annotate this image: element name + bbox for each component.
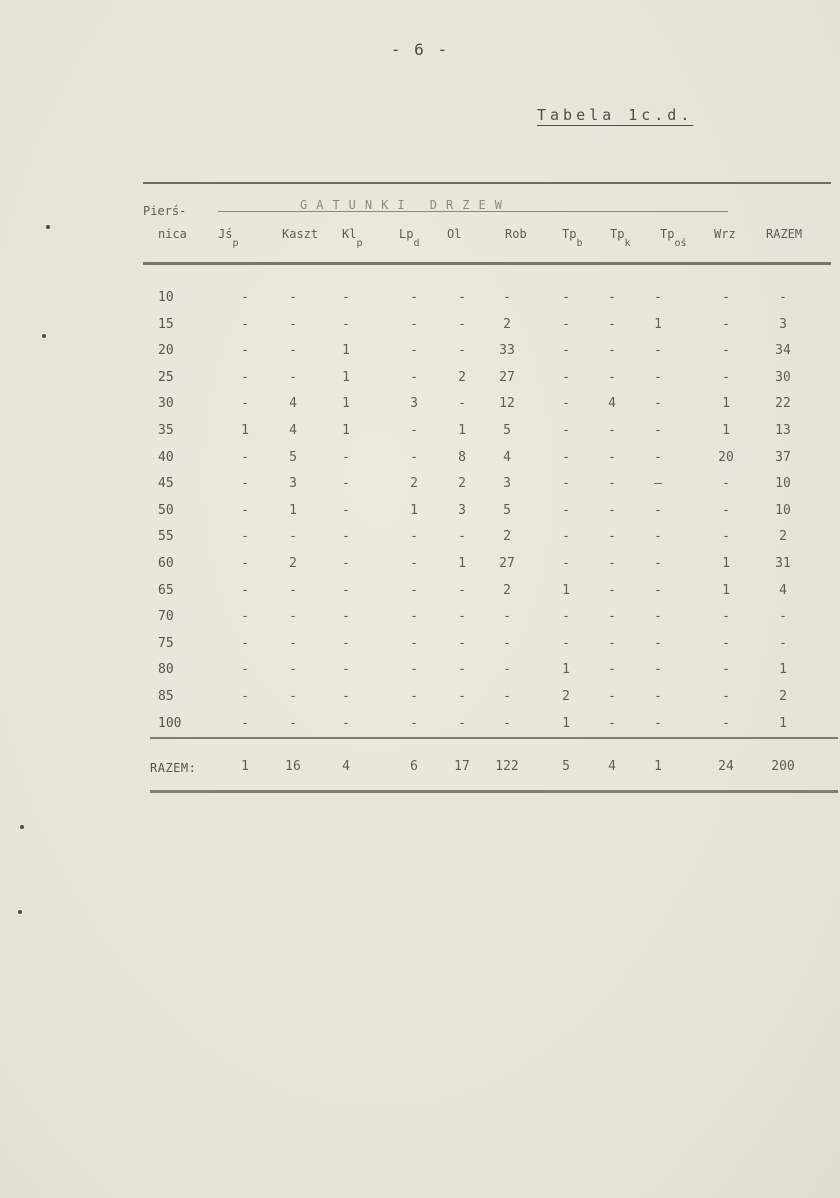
table-cell: 33	[499, 343, 515, 359]
table-cell: -	[562, 635, 570, 651]
column-header-label: Wrz	[714, 227, 736, 241]
column-header-label: Tp	[660, 227, 675, 241]
table-cell: -	[562, 529, 570, 545]
table-cell: -	[458, 635, 466, 651]
table-cell: 1	[779, 715, 787, 731]
total-cell: 122	[495, 759, 519, 774]
table-cell: -	[410, 343, 418, 359]
table-cell: -	[654, 582, 662, 598]
table-cell: 12	[499, 396, 515, 412]
row-label: 75	[158, 635, 174, 651]
row-label: 15	[158, 316, 174, 332]
column-header	[660, 227, 687, 249]
row-label: 35	[158, 423, 174, 438]
table-cell: 1	[722, 582, 730, 598]
table-cell: -	[654, 369, 662, 385]
table-cell: -	[289, 582, 297, 598]
table-cell: -	[562, 369, 570, 385]
table-cell: -	[241, 609, 249, 625]
table-cell: -	[410, 369, 418, 385]
table-cell: -	[289, 369, 297, 385]
row-label: 40	[158, 449, 174, 465]
table-cell: 30	[775, 369, 791, 385]
table-cell: -	[608, 609, 616, 625]
table-cell: 37	[775, 449, 791, 465]
table-cell: 2	[289, 556, 297, 571]
column-header-subscript: d	[413, 238, 420, 249]
table-cell: -	[779, 290, 787, 305]
table-cell: -	[241, 529, 249, 545]
column-header	[282, 227, 318, 241]
table-cell: 27	[499, 369, 515, 385]
row-label: 100	[158, 715, 182, 731]
table-cell: 20	[718, 449, 734, 465]
total-cell: 1	[241, 759, 249, 774]
column-header-label: Tp	[562, 227, 577, 241]
table-cell: 1	[654, 316, 662, 332]
row-label: 55	[158, 529, 174, 545]
totals-top-rule	[150, 737, 838, 739]
table-cell: 3	[779, 316, 787, 332]
table-cell: -	[608, 476, 616, 492]
table-cell: -	[342, 556, 350, 571]
table-cell: -	[289, 316, 297, 332]
table-cell: -	[410, 715, 418, 731]
row-label: 45	[158, 476, 174, 492]
margin-mark	[18, 910, 22, 914]
table-cell: -	[608, 529, 616, 545]
table-cell: -	[779, 609, 787, 625]
table-cell: -	[458, 715, 466, 731]
table-cell: -	[342, 502, 350, 518]
table-cell: -	[562, 609, 570, 625]
table-cell: -	[722, 476, 730, 492]
table-cell: -	[241, 689, 249, 704]
table-cell: 8	[458, 449, 466, 465]
table-cell: -	[289, 343, 297, 359]
row-label: 50	[158, 502, 174, 518]
table-cell: -	[289, 290, 297, 305]
table-cell: -	[654, 290, 662, 305]
table-cell: -	[562, 290, 570, 305]
table-cell: -	[654, 396, 662, 412]
table-cell: -	[608, 423, 616, 438]
total-cell: 4	[342, 759, 350, 774]
column-header-piersnica-line2: nica	[158, 227, 187, 241]
table-cell: 1	[458, 423, 466, 438]
table-cell: -	[289, 609, 297, 625]
table-cell: -	[608, 343, 616, 359]
table-cell: -	[241, 316, 249, 332]
table-cell: -	[289, 715, 297, 731]
table-cell: 4	[779, 582, 787, 598]
table-cell: -	[342, 582, 350, 598]
column-header-subscript: p	[232, 238, 239, 249]
table-cell: 1	[410, 502, 418, 518]
table-cell: -	[289, 689, 297, 704]
table-cell: 5	[503, 502, 511, 518]
table-cell: 22	[775, 396, 791, 412]
table-cell: 1	[342, 369, 350, 385]
table-cell: -	[654, 423, 662, 438]
table-cell: -	[722, 715, 730, 731]
table-cell: -	[608, 689, 616, 704]
table-top-rule	[143, 182, 831, 184]
table-cell: -	[503, 290, 511, 305]
table-cell: -	[410, 316, 418, 332]
table-cell: 1	[241, 423, 249, 438]
column-header	[562, 227, 583, 249]
table-cell: -	[562, 476, 570, 492]
table-cell: 1	[562, 715, 570, 731]
column-header	[342, 227, 363, 249]
total-cell: 4	[608, 759, 616, 774]
table-cell: -	[410, 449, 418, 465]
table-cell: -	[241, 396, 249, 412]
column-header	[447, 227, 461, 241]
table-cell: 10	[775, 502, 791, 518]
table-cell: -	[608, 582, 616, 598]
table-cell: -	[410, 556, 418, 571]
table-cell: -	[722, 502, 730, 518]
table-cell: -	[458, 396, 466, 412]
table-cell: -	[654, 689, 662, 704]
column-header-subscript: k	[624, 238, 631, 249]
row-label: 60	[158, 556, 174, 571]
total-cell: 1	[654, 759, 662, 774]
column-header-label: Kl	[342, 227, 357, 241]
table-cell: -	[410, 609, 418, 625]
table-cell: -	[458, 662, 466, 678]
column-header-label: Ol	[447, 227, 462, 241]
table-cell: 5	[289, 449, 297, 465]
table-cell: -	[241, 635, 249, 651]
row-label: 65	[158, 582, 174, 598]
table-cell: -	[562, 423, 570, 438]
table-cell: -	[289, 529, 297, 545]
table-cell: -	[241, 369, 249, 385]
table-cell: -	[458, 316, 466, 332]
table-cell: -	[654, 662, 662, 678]
table-cell: —	[654, 476, 662, 492]
table-cell: 10	[775, 476, 791, 492]
table-cell: 27	[499, 556, 515, 571]
table-cell: 1	[562, 582, 570, 598]
table-cell: -	[410, 662, 418, 678]
table-cell: 2	[503, 529, 511, 545]
table-cell: -	[608, 662, 616, 678]
table-cell: 2	[503, 582, 511, 598]
total-cell: 6	[410, 759, 418, 774]
table-cell: 2	[562, 689, 570, 704]
column-header-subscript: p	[356, 238, 363, 249]
table-cell: -	[410, 689, 418, 704]
table-cell: -	[722, 369, 730, 385]
table-cell: -	[458, 689, 466, 704]
table-cell: 3	[458, 502, 466, 518]
table-cell: -	[654, 502, 662, 518]
table-cell: -	[410, 529, 418, 545]
table-cell: -	[410, 423, 418, 438]
table-cell: -	[342, 635, 350, 651]
column-header-label: Tp	[610, 227, 625, 241]
table-cell: -	[241, 715, 249, 731]
table-title: Tabela 1c.d.	[537, 106, 694, 124]
row-label: 25	[158, 369, 174, 385]
table-cell: -	[654, 449, 662, 465]
table-cell: 1	[342, 343, 350, 359]
table-cell: -	[608, 449, 616, 465]
header-bottom-rule	[143, 262, 831, 265]
table-cell: -	[503, 689, 511, 704]
table-cell: 3	[503, 476, 511, 492]
table-cell: -	[562, 556, 570, 571]
table-cell: -	[410, 290, 418, 305]
column-header-subscript: oś	[674, 238, 687, 249]
table-cell: -	[654, 529, 662, 545]
table-cell: -	[342, 476, 350, 492]
table-cell: -	[289, 662, 297, 678]
table-cell: 3	[410, 396, 418, 412]
table-cell: -	[342, 662, 350, 678]
table-cell: -	[503, 662, 511, 678]
table-cell: -	[410, 582, 418, 598]
table-cell: -	[608, 369, 616, 385]
table-cell: 1	[722, 423, 730, 438]
table-cell: 2	[458, 369, 466, 385]
table-cell: -	[458, 290, 466, 305]
table-cell: 1	[722, 396, 730, 412]
column-header-label: Kaszt	[282, 227, 319, 241]
table-cell: -	[289, 635, 297, 651]
table-cell: -	[722, 316, 730, 332]
table-cell: -	[458, 343, 466, 359]
margin-mark	[20, 825, 24, 829]
table-cell: -	[342, 609, 350, 625]
table-cell: 2	[458, 476, 466, 492]
total-cell: 16	[285, 759, 301, 774]
table-cell: 2	[779, 689, 787, 704]
group-header-gatunki-drzew: GATUNKI DRZEW	[300, 198, 511, 212]
table-cell: -	[241, 343, 249, 359]
table-cell: -	[722, 343, 730, 359]
row-label: 85	[158, 689, 174, 704]
column-header	[610, 227, 631, 249]
table-cell: 1	[562, 662, 570, 678]
row-label: 70	[158, 609, 174, 625]
table-cell: -	[722, 635, 730, 651]
table-cell: -	[722, 529, 730, 545]
table-cell: -	[608, 556, 616, 571]
row-label: 10	[158, 290, 174, 305]
table-cell: -	[241, 449, 249, 465]
table-cell: -	[241, 582, 249, 598]
column-header	[505, 227, 527, 241]
table-cell: -	[458, 529, 466, 545]
table-cell: -	[503, 635, 511, 651]
column-header	[218, 227, 239, 249]
column-header-label: Jś	[218, 227, 233, 241]
column-header-subscript: b	[576, 238, 583, 249]
table-cell: -	[241, 290, 249, 305]
table-cell: -	[342, 316, 350, 332]
table-cell: -	[608, 715, 616, 731]
table-cell: -	[241, 556, 249, 571]
table-cell: -	[722, 662, 730, 678]
table-cell: -	[608, 290, 616, 305]
column-header	[714, 227, 736, 241]
table-cell: -	[562, 449, 570, 465]
table-cell: -	[779, 635, 787, 651]
table-cell: -	[654, 715, 662, 731]
table-cell: 2	[779, 529, 787, 545]
table-cell: 2	[503, 316, 511, 332]
table-cell: -	[410, 635, 418, 651]
column-header-piersnica-line1: Pierś-	[143, 204, 187, 218]
row-label: 30	[158, 396, 174, 412]
table-cell: 31	[775, 556, 791, 571]
table-cell: -	[342, 449, 350, 465]
table-cell: -	[654, 556, 662, 571]
table-cell: 13	[775, 423, 791, 438]
table-cell: 2	[410, 476, 418, 492]
table-cell: 1	[342, 423, 350, 438]
table-cell: -	[722, 689, 730, 704]
table-cell: -	[608, 635, 616, 651]
table-cell: -	[342, 715, 350, 731]
table-cell: -	[562, 396, 570, 412]
row-label: 80	[158, 662, 174, 678]
totals-label: RAZEM:	[150, 761, 197, 775]
table-cell: -	[722, 609, 730, 625]
table-cell: -	[562, 502, 570, 518]
total-cell: 17	[454, 759, 470, 774]
table-cell: 4	[289, 423, 297, 438]
table-cell: -	[458, 609, 466, 625]
table-cell: -	[241, 476, 249, 492]
table-cell: -	[654, 609, 662, 625]
column-header-label: Lp	[399, 227, 414, 241]
table-cell: -	[503, 609, 511, 625]
table-cell: -	[503, 715, 511, 731]
table-cell: 5	[503, 423, 511, 438]
table-cell: -	[458, 582, 466, 598]
column-header	[766, 227, 802, 241]
column-header-label: Rob	[505, 227, 527, 241]
table-cell: 4	[503, 449, 511, 465]
total-cell: 200	[771, 759, 795, 774]
table-cell: -	[608, 502, 616, 518]
table-cell: -	[722, 290, 730, 305]
table-cell: 3	[289, 476, 297, 492]
table-cell: 34	[775, 343, 791, 359]
table-cell: -	[241, 662, 249, 678]
table-cell: 4	[608, 396, 616, 412]
table-cell: 1	[342, 396, 350, 412]
table-cell: 1	[779, 662, 787, 678]
total-cell: 24	[718, 759, 734, 774]
table-cell: -	[342, 529, 350, 545]
margin-mark	[46, 225, 50, 229]
table-cell: -	[562, 343, 570, 359]
total-cell: 5	[562, 759, 570, 774]
column-header	[399, 227, 420, 249]
table-cell: 1	[458, 556, 466, 571]
table-cell: -	[342, 290, 350, 305]
column-header-label: RAZEM	[766, 227, 803, 241]
table-bottom-rule	[150, 790, 838, 793]
row-label: 20	[158, 343, 174, 359]
table-cell: 1	[722, 556, 730, 571]
table-cell: -	[654, 635, 662, 651]
page-number: - 6 -	[390, 40, 450, 59]
margin-mark	[42, 334, 46, 338]
table-cell: -	[342, 689, 350, 704]
table-cell: -	[654, 343, 662, 359]
table-cell: 1	[289, 502, 297, 518]
table-cell: -	[241, 502, 249, 518]
table-cell: -	[608, 316, 616, 332]
table-cell: 4	[289, 396, 297, 412]
table-cell: -	[562, 316, 570, 332]
